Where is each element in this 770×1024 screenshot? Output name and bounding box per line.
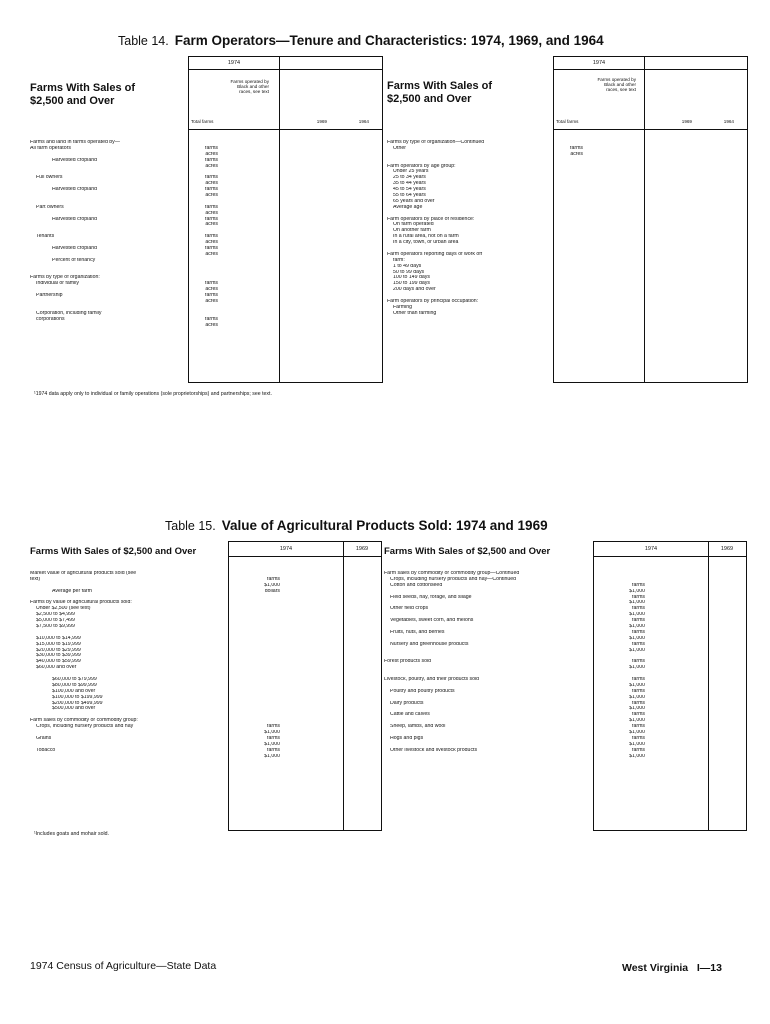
row-label: 200 days and over [393, 287, 436, 293]
row-label: $60,000 and over [36, 665, 77, 671]
row-label: All farm operators [30, 145, 71, 151]
row-unit: farms [632, 724, 645, 730]
row-unit: $1,000 [629, 600, 645, 606]
page-footer-source: 1974 Census of Agriculture—State Data [30, 960, 217, 972]
table14-right-total-label: Total farms [556, 119, 579, 124]
row-label [384, 754, 615, 760]
row-unit: $1,000 [629, 694, 645, 700]
row-unit: acres [570, 151, 583, 157]
row-label: Farming [393, 304, 413, 310]
row-unit: farms [632, 747, 645, 753]
row-label: Farm operators by age group: [387, 163, 456, 169]
row-unit: $1,000 [264, 753, 280, 759]
row-label: Cattle and calves [390, 712, 430, 718]
row-label: Vegetables, sweet corn, and melons [390, 618, 474, 624]
table15-title: Table 15. Value of Agricultural Products Sold: 1974 and 1969 [165, 518, 548, 533]
table14-left-header-box [188, 56, 383, 130]
table14-left-1974-label: 1974 [227, 60, 241, 66]
row-unit: acres [205, 181, 218, 187]
row-unit: farms [205, 157, 218, 163]
row-value [340, 323, 380, 329]
row-label: $100,000 to $199,999 [52, 694, 103, 700]
row-unit: acres [205, 240, 218, 246]
row-unit: $1,000 [629, 635, 645, 641]
row-unit: farms [632, 641, 645, 647]
table14-right-header-box [553, 56, 748, 130]
row-label: $10,000 to $14,999 [36, 635, 81, 641]
row-label: 55 to 64 years [393, 193, 426, 199]
row-unit: acres [205, 151, 218, 157]
row-label: $80,000 to $99,999 [52, 682, 97, 688]
row-unit: dollars [264, 588, 280, 594]
row-unit: $1,000 [264, 582, 280, 588]
row-unit: $1,000 [629, 647, 645, 653]
row-unit: farms [632, 659, 645, 665]
row-unit: farms [205, 316, 218, 322]
table14-left-black-label: Farms operated by Black and other races, see text [230, 79, 269, 94]
row-unit: farms [632, 735, 645, 741]
row-unit: farms [205, 234, 218, 240]
row-label: 65 years and over [393, 198, 435, 204]
row-label: Forest products sold [384, 659, 431, 665]
row-label: Farm operators by place of residence: [387, 216, 475, 222]
row-label: 100 to 149 days [393, 275, 430, 281]
row-unit: farms [267, 576, 280, 582]
row-unit: farms [632, 606, 645, 612]
table15-right-rows [384, 571, 745, 760]
row-label: Harvested cropland [52, 157, 97, 163]
row-label: Other field crops [390, 606, 429, 612]
row-label: Harvested cropland [52, 246, 97, 252]
row-label: Other [393, 145, 406, 151]
table14-footnote: ¹1974 data apply only to individual or family operations (sole proprietorships) and partnerships; see text. [34, 391, 272, 397]
table14-left-rows [30, 140, 380, 329]
row-label: $500,000 and over [52, 706, 96, 712]
row-value [280, 754, 342, 760]
row-label: Crops, including nursery products and hay [36, 724, 134, 730]
table15-left-rows [30, 571, 380, 760]
row-unit: acres [205, 287, 218, 293]
row-label: Farm operators by principal occupation: [387, 299, 479, 305]
row-label: Farms and land in farms operated by— [30, 140, 120, 145]
row-label: Farms by value of agricultural products sold: [30, 600, 132, 606]
row-label: Farms by type of organization: [30, 275, 100, 281]
row-unit: farms [632, 594, 645, 600]
table15-left-1974-label: 1974 [279, 546, 293, 552]
table15-left-heading: Farms With Sales of $2,500 and Over [30, 546, 197, 557]
row-unit: $1,000 [264, 741, 280, 747]
row-unit: farms [267, 735, 280, 741]
row-label: 25 to 34 years [393, 175, 426, 181]
row-unit: acres [205, 193, 218, 199]
row-unit: farms [205, 145, 218, 151]
row-label: Farms by type of organization—Continued [387, 140, 485, 145]
row-label: corporations [36, 316, 65, 322]
table-row [384, 754, 745, 760]
row-label: farm: [393, 257, 405, 263]
row-value [619, 311, 661, 317]
row-label: Livestock, poultry, and their products sold [384, 677, 480, 683]
row-label: Individual or family [36, 281, 79, 287]
table14-left-heading: Farms With Sales of $2,500 and Over [30, 82, 136, 107]
row-unit: farms [632, 712, 645, 718]
table-row [30, 323, 380, 329]
row-label: $2,500 to $4,999 [36, 612, 75, 618]
row-label: Farm sales by commodity or commodity group—Continued [384, 571, 520, 576]
row-label: $60,000 to $79,999 [52, 677, 97, 683]
table14-left-1964-label: 1964 [358, 119, 369, 124]
row-value [705, 311, 745, 317]
row-label: Average age [393, 204, 423, 210]
table14-right-rows [387, 140, 745, 317]
row-label: Percent of tenancy [52, 257, 96, 263]
row-unit: acres [205, 299, 218, 305]
row-unit: acres [205, 163, 218, 169]
row-unit: farms [570, 145, 583, 151]
row-unit: farms [205, 246, 218, 252]
table14-right-1964-label: 1964 [723, 119, 734, 124]
row-label: On farm operated [393, 222, 434, 228]
table15-right-heading: Farms With Sales of $2,500 and Over [384, 546, 551, 557]
row-value [661, 311, 705, 317]
row-label: Partnership [36, 293, 63, 299]
row-unit [553, 311, 583, 317]
table14-right-heading: Farms With Sales of $2,500 and Over [387, 80, 493, 105]
table-row [30, 754, 380, 760]
row-unit: $1,000 [629, 682, 645, 688]
row-value [296, 323, 340, 329]
row-unit: acres [205, 222, 218, 228]
row-unit: acres [205, 251, 218, 257]
row-unit: $1,000 [264, 730, 280, 736]
row-unit: $1,000 [629, 706, 645, 712]
row-label: Fruits, nuts, and berries [390, 629, 445, 635]
row-unit: farms [632, 629, 645, 635]
row-label: Dairy products [390, 700, 424, 706]
row-unit: farms [632, 582, 645, 588]
row-label: 35 to 44 years [393, 181, 426, 187]
row-label: Farm sales by commodity or commodity group: [30, 718, 138, 724]
table14-right-1974-label: 1974 [592, 60, 606, 66]
row-label: text) [30, 576, 41, 582]
table14-title: Table 14. Farm Operators—Tenure and Characteristics: 1974, 1969, and 1964 [118, 33, 604, 48]
row-label: Harvested cropland [52, 187, 97, 193]
row-unit: farms [205, 187, 218, 193]
row-label: Tobacco [36, 747, 56, 753]
row-label: In a city, town, or urban area [393, 240, 459, 246]
row-label [30, 323, 188, 329]
row-label: $5,000 to $7,499 [36, 618, 75, 624]
table14-left-total-label: Total farms [191, 119, 214, 124]
row-unit: $1,000 [629, 753, 645, 759]
row-unit: acres [205, 322, 218, 328]
page-footer-page-number: West Virginia I—13 [622, 962, 722, 974]
row-value [645, 754, 707, 760]
row-label: Other than farming [393, 310, 437, 316]
row-label: Field seeds, hay, forage, and silage [390, 594, 472, 600]
row-label: Hogs and pigs [390, 735, 424, 741]
table15-footnote: ¹Includes goats and mohair sold. [34, 831, 109, 837]
row-label: $15,000 to $19,999 [36, 641, 81, 647]
row-label: Part owners [36, 204, 64, 210]
row-label: Poultry and poultry products [390, 688, 455, 694]
row-label: Crops, including nursery products and hay—Continued [390, 576, 517, 582]
table14-right-1969-label: 1969 [681, 119, 692, 124]
row-label: Under $2,500 (see text) [36, 606, 91, 612]
row-unit: farms [205, 216, 218, 222]
row-value [707, 754, 745, 760]
row-unit: $1,000 [629, 612, 645, 618]
row-unit: farms [267, 724, 280, 730]
row-unit: $1,000 [629, 730, 645, 736]
row-label: $40,000 to $59,999 [36, 659, 81, 665]
table14-right-black-label: Farms operated by Black and other races, see text [597, 77, 636, 92]
row-label: $100,000 and over [52, 688, 96, 694]
row-unit: $1,000 [629, 718, 645, 724]
row-unit: $1,000 [629, 665, 645, 671]
row-value [342, 754, 380, 760]
row-label [30, 754, 250, 760]
row-label: Corporation, including family [36, 310, 102, 316]
row-label: Farm operators reporting days of work off [387, 251, 483, 257]
row-label: $200,000 to $499,999 [52, 700, 103, 706]
table15-left-1969-label: 1969 [355, 546, 369, 552]
row-unit: farms [205, 175, 218, 181]
row-label: $7,500 to $9,999 [36, 624, 75, 630]
row-unit: farms [205, 281, 218, 287]
row-label: 150 to 199 days [393, 281, 430, 287]
table15-right-1969-label: 1969 [720, 546, 734, 552]
row-label: 45 to 54 years [393, 187, 426, 193]
table15-right-1974-label: 1974 [644, 546, 658, 552]
row-label: In a rural area, not on a farm [393, 234, 459, 240]
row-label: 1 to 49 days [393, 263, 422, 269]
row-label: Under 25 years [393, 169, 429, 175]
row-label: Nursery and greenhouse products [390, 641, 469, 647]
row-unit: farms [205, 293, 218, 299]
row-label: $20,000 to $29,999 [36, 647, 81, 653]
row-label: Sheep, lambs, and wool [390, 724, 446, 730]
row-unit: farms [632, 677, 645, 683]
table-row [387, 311, 745, 317]
row-value [218, 323, 254, 329]
row-label: $30,000 to $39,999 [36, 653, 81, 659]
table14-left-1969-label: 1969 [316, 119, 327, 124]
row-label: Cotton and cottonseed [390, 582, 443, 588]
row-unit: farms [205, 204, 218, 210]
row-unit: $1,000 [629, 741, 645, 747]
row-unit: $1,000 [629, 588, 645, 594]
row-value [583, 311, 619, 317]
row-label: Market value of agricultural products sold (see [30, 571, 137, 576]
row-label: Grains [36, 735, 52, 741]
row-unit: farms [632, 688, 645, 694]
row-unit: farms [632, 618, 645, 624]
row-label: Full owners [36, 175, 63, 181]
row-unit: acres [205, 210, 218, 216]
row-unit: $1,000 [629, 624, 645, 630]
row-label: 50 to 99 days [393, 269, 425, 275]
row-unit: farms [632, 700, 645, 706]
row-label: Tenants [36, 234, 55, 240]
row-label: Harvested cropland [52, 216, 97, 222]
row-label: Other livestock and livestock products [390, 747, 478, 753]
row-label: On another farm [393, 228, 431, 234]
row-label: Average per farm [52, 588, 92, 594]
row-unit: farms [267, 747, 280, 753]
row-value [254, 323, 296, 329]
